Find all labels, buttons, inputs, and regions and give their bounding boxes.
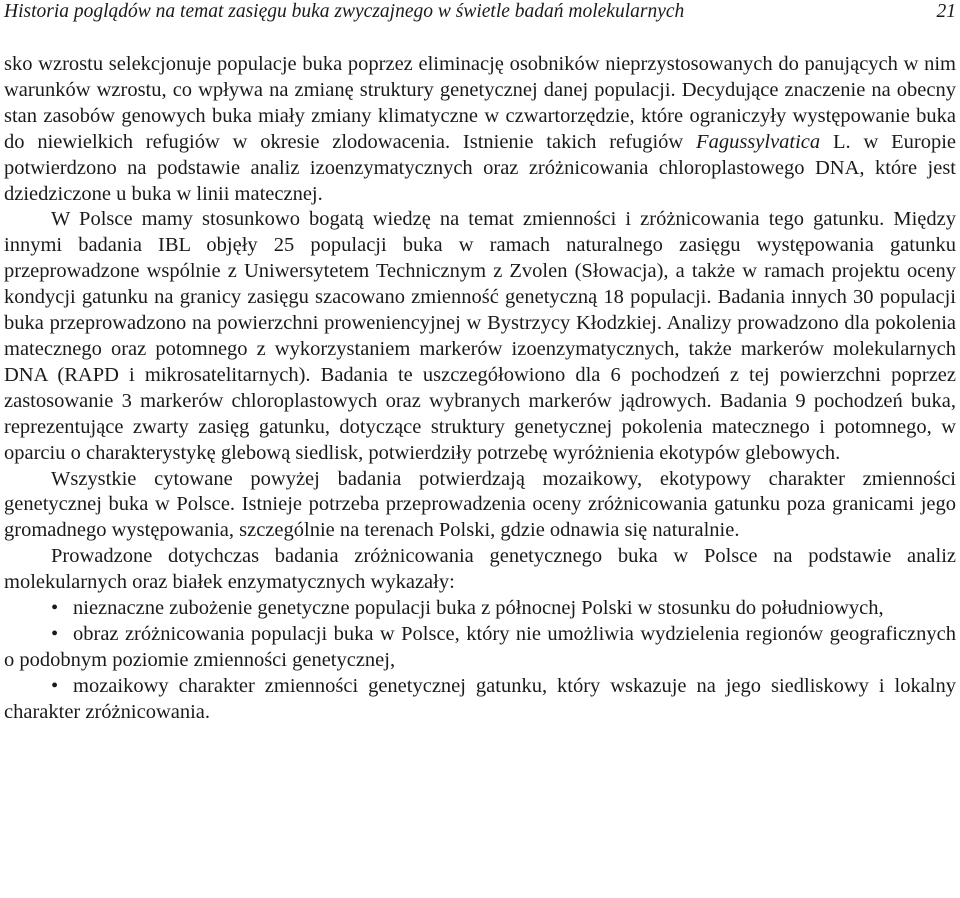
species-name: Fagussylvatica (696, 130, 821, 153)
bullet-icon: • (51, 597, 59, 620)
page-number: 21 (936, 1, 956, 22)
running-head (4, 0, 956, 30)
list-item-text: mozaikowy charakter zmienności genetycznej gatunku, który wskazuje na jego siedliskowy i lokalny charakter zróżnicowania. (4, 674, 956, 723)
findings-list (4, 596, 956, 726)
body-text (4, 52, 956, 726)
list-item (4, 596, 956, 622)
list-item-text: nieznaczne zubożenie genetyczne populacji buka z północnej Polski w stosunku do południowych, (73, 597, 884, 620)
paragraph-continued (4, 52, 956, 207)
bullet-icon: • (51, 622, 59, 645)
paragraph: Wszystkie cytowane powyżej badania potwierdzają mozaikowy, ekotypowy charakter zmienności genetycznej buka w Polsce. Istnieje potrzeba przeprowadzenia oceny zróżnicowania gatunku poza granicami jego gromadnego występowania, szczególnie na terenach Polski, gdzie odnawia się naturalnie. (4, 467, 956, 542)
list-item (4, 622, 956, 674)
list-item (4, 674, 956, 726)
running-title: Historia poglądów na temat zasięgu buka zwyczajnego w świetle badań molekularnych (4, 1, 685, 22)
bullet-icon: • (51, 674, 59, 697)
paragraph: Prowadzone dotychczas badania zróżnicowania genetycznego buka w Polsce na podstawie analiz molekularnych oraz białek enzymatycznych wykazały: (4, 545, 956, 594)
list-item-text: obraz zróżnicowania populacji buka w Polsce, który nie umożliwia wydzielenia regionów geograficznych o podobnym poziomie zmienności genetycznej, (4, 622, 956, 671)
paragraph-text: sko wzrostu selekcjonuje populacje buka poprzez eliminację osobników nieprzystosowanych do panujących w nim warunków wzrostu, co wpływa na zmianę struktury genetycznej danej populacji. Decydujące znaczenie na obecny stan zasobów genowych buka miały zmiany klimatyczne w czwartorzędzie, które ograniczyły występowanie buka do niewielkich refugiów w okresie zlodowacenia. Istnienie takich refugiów (4, 53, 956, 153)
paragraph-text: L. w Europie potwierdzono na podstawie analiz izoenzymatycznych oraz zróżnicowania chloroplastowego DNA, które jest dziedziczone u buka w linii matecznej. (4, 130, 956, 205)
paragraph: W Polsce mamy stosunkowo bogatą wiedzę na temat zmienności i zróżnicowania tego gatunku. Między innymi badania IBL objęły 25 populacji buka w ramach naturalnego zasięgu występowania gatunku przeprowadzone wspólnie z Uniwersytetem Technicznym z Zvolen (Słowacja), a także w ramach projektu oceny kondycji gatunku na granicy zasięgu szacowano zmienność genetyczną 18 populacji. Badania innych 30 populacji buka przeprowadzono na powierzchni proweniencyjnej w Bystrzycy Kłodzkiej. Analizy prowadzono dla pokolenia matecznego oraz potomnego z wykorzystaniem markerów izoenzymatycznych, także markerów molekularnych DNA (RAPD i mikrosatelitarnych). Badania te uszczegółowiono dla 6 pochodzeń z tej powierzchni poprzez zastosowanie 3 markerów chloroplastowych oraz wybranych markerów jądrowych. Badania 9 pochodzeń buka, reprezentujące zwarty zasięg gatunku, dotyczące struktury genetycznej pokolenia matecznego i potomnego, w oparciu o charakterystykę glebową siedlisk, potwierdziły potrzebę wyróżnienia ekotypów glebowych. (4, 208, 956, 464)
